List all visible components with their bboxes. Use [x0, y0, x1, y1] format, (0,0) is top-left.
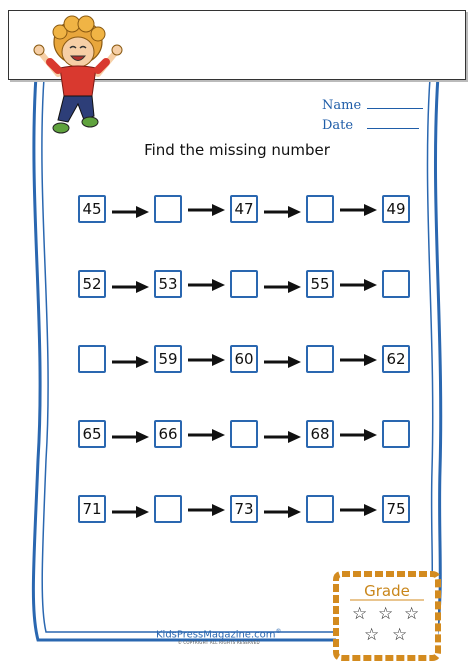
date-label: Date — [322, 118, 354, 133]
number-box: 68 — [306, 420, 334, 448]
right-arrow-icon — [262, 205, 302, 219]
answer-box[interactable] — [78, 345, 106, 373]
footer — [156, 628, 282, 645]
number-box: 52 — [78, 270, 106, 298]
answer-box[interactable] — [306, 345, 334, 373]
cartoon-boy-illustration — [28, 12, 128, 142]
answer-box[interactable] — [382, 420, 410, 448]
answer-box[interactable] — [230, 270, 258, 298]
site-name: KidsPressMagazine.com — [156, 629, 276, 641]
right-arrow-icon — [262, 280, 302, 294]
star-icon[interactable]: ☆ — [404, 604, 420, 624]
right-arrow-icon — [262, 430, 302, 444]
date-blank-line[interactable] — [367, 127, 419, 129]
number-box: 73 — [230, 495, 258, 523]
number-box: 59 — [154, 345, 182, 373]
right-arrow-icon — [186, 503, 226, 517]
answer-box[interactable] — [306, 195, 334, 223]
answer-box[interactable] — [306, 495, 334, 523]
date-field — [322, 118, 419, 133]
answer-box[interactable] — [154, 195, 182, 223]
number-box: 75 — [382, 495, 410, 523]
number-box: 65 — [78, 420, 106, 448]
number-box: 60 — [230, 345, 258, 373]
right-arrow-icon — [110, 430, 150, 444]
right-arrow-icon — [186, 353, 226, 367]
name-label: Name — [322, 98, 362, 113]
star-icon[interactable]: ☆ — [352, 604, 368, 624]
number-box: 71 — [78, 495, 106, 523]
answer-box[interactable] — [154, 495, 182, 523]
right-arrow-icon — [338, 428, 378, 442]
name-field — [322, 98, 423, 113]
right-arrow-icon — [110, 205, 150, 219]
right-arrow-icon — [186, 428, 226, 442]
right-arrow-icon — [186, 278, 226, 292]
number-box: 53 — [154, 270, 182, 298]
star-icon[interactable]: ☆ — [378, 604, 394, 624]
number-box: 62 — [382, 345, 410, 373]
name-blank-line[interactable] — [367, 107, 423, 109]
right-arrow-icon — [338, 203, 378, 217]
right-arrow-icon — [110, 505, 150, 519]
right-arrow-icon — [262, 505, 302, 519]
answer-box[interactable] — [382, 270, 410, 298]
right-arrow-icon — [262, 355, 302, 369]
copyright-text: © COPYRIGHT ALL RIGHTS RESERVED — [177, 640, 260, 646]
number-box: 66 — [154, 420, 182, 448]
right-arrow-icon — [186, 203, 226, 217]
right-arrow-icon — [110, 355, 150, 369]
right-arrow-icon — [338, 503, 378, 517]
grade-label: Grade — [364, 582, 410, 600]
worksheet-title: Find the missing number — [144, 141, 330, 159]
star-icon[interactable]: ☆ — [392, 625, 408, 645]
right-arrow-icon — [110, 280, 150, 294]
registered-mark: ® — [275, 628, 282, 635]
number-box: 49 — [382, 195, 410, 223]
number-box: 45 — [78, 195, 106, 223]
star-icon[interactable]: ☆ — [364, 625, 380, 645]
number-box: 55 — [306, 270, 334, 298]
right-arrow-icon — [338, 278, 378, 292]
answer-box[interactable] — [230, 420, 258, 448]
right-arrow-icon — [338, 353, 378, 367]
number-box: 47 — [230, 195, 258, 223]
